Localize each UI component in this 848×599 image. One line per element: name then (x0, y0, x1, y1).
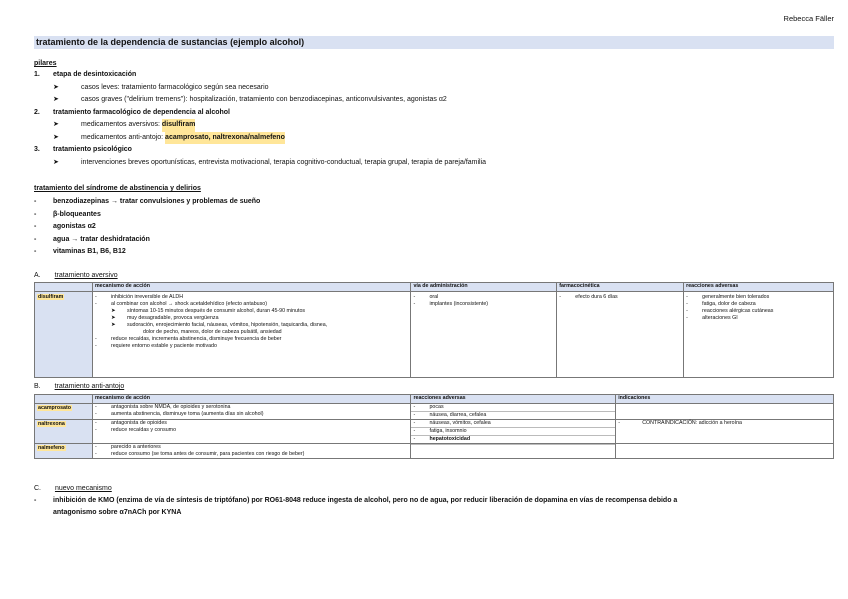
section-c-text-1: inhibición de KMO (enzima de vía de síntesis de triptófano) por RO61-8048 reduce ingesta de alcohol, pero no de agua, por reducir liberación de dopamina en vías de recompensa debido a (53, 497, 678, 504)
pilar-sub-item (34, 157, 486, 170)
adverse-line (686, 301, 831, 308)
mechanism-cell (92, 292, 411, 378)
pilar-sub-text: casos graves ("delirium tremens"): hospitalización, tratamiento con benzodiacepinas, anticonvulsivantes, agonistas α2 (81, 96, 447, 103)
mechanism-line (95, 420, 409, 427)
bullet: - (559, 294, 562, 300)
via-line-text: oral (429, 294, 439, 300)
header-indications: indicaciones (616, 395, 834, 404)
bullet: ➤ (110, 322, 116, 328)
pilar-label: etapa de desintoxicación (53, 71, 137, 78)
mechanism-line (95, 315, 409, 322)
bullet: - (94, 444, 97, 450)
bullet: - (94, 343, 97, 349)
mechanism-line-text: al combinar con alcohol → shock acetaldehídico (efecto antabuso) (110, 301, 267, 307)
mechanism-cell (92, 444, 411, 459)
pilar-item (34, 69, 486, 82)
indication-text: CONTRAINDICACIÓN: adicción a heroína (642, 420, 742, 426)
mechanism-line (95, 322, 409, 329)
bullet: - (94, 427, 97, 433)
mechanism-line (95, 411, 409, 418)
drug-cell (35, 420, 93, 444)
pilar-item (34, 107, 486, 120)
section-c-text-2: antagonismo sobre α7nACh por KYNA (53, 509, 182, 516)
adverse-cell (411, 444, 616, 459)
section-b-heading (34, 381, 124, 394)
arrow-icon: ➤ (53, 83, 59, 91)
bullet: - (94, 411, 97, 417)
section-c-line-1: - inhibición de KMO (enzima de vía de síntesis de triptófano) por RO61-8048 reduce ingesta de alcohol, pero no de agua, por reducir liberación de dopamina en vías de recompensa debido a (34, 497, 678, 504)
bullet: - (94, 294, 97, 300)
adverse-line-text: fatiga, dolor de cabeza (702, 301, 756, 307)
pilar-sub-text: medicamentos anti-antojo: (81, 133, 166, 141)
pilar-sub-item (34, 82, 486, 95)
bullet: - (413, 412, 416, 418)
mechanism-line (95, 427, 409, 434)
mechanism-line (95, 301, 409, 308)
abstinencia-item (34, 209, 260, 222)
mechanism-line (95, 336, 409, 343)
bullet: - (94, 420, 97, 426)
adverse-text: hepatotoxicidad (429, 436, 471, 442)
aversive-table-header (35, 283, 834, 292)
table-row (35, 444, 834, 459)
header-adverse: reacciones adversas (684, 283, 834, 292)
drug-cell (35, 444, 93, 459)
pilar-number: 3. (34, 146, 40, 153)
pilar-number: 2. (34, 108, 40, 116)
adverse-line (686, 308, 831, 315)
bullet: - (413, 436, 416, 442)
pilar-label: tratamiento psicológico (53, 146, 132, 153)
header-mechanism: mecanismo de acción (92, 395, 411, 404)
adverse-line-text: reacciones alérgicas cutáneas (702, 308, 774, 314)
bullet: - (94, 336, 97, 342)
via-cell (411, 292, 557, 378)
bullet: - (686, 315, 688, 321)
mechanism-line-text: reduce recaídas, incrementa abstinencia, disminuye frecuencia de beber (110, 336, 282, 342)
pk-line (559, 294, 681, 301)
header-mechanism: mecanismo de acción (92, 283, 411, 292)
pilar-sub-item (34, 132, 486, 145)
bullet: - (413, 294, 416, 300)
section-c-letter: C. (34, 485, 41, 492)
drug-label: nalmefeno (38, 445, 65, 451)
mechanism-line (95, 329, 409, 336)
abstinencia-list (34, 196, 260, 259)
indication-line (618, 420, 831, 427)
header-blank (35, 283, 93, 292)
adverse-text: fatiga, insomnio (429, 428, 467, 434)
pk-line-text: efecto dura 6 días (575, 294, 618, 300)
abstinencia-item (34, 221, 260, 234)
adverse-line (411, 420, 615, 427)
adverse-text: pocas (429, 404, 444, 410)
pilar-item (34, 144, 486, 157)
pilar-sub-item (34, 94, 486, 107)
bullet: - (34, 223, 37, 230)
adverse-text: náusea, diarrea, cefalea (429, 412, 487, 418)
bullet: - (94, 451, 97, 457)
adverse-cell (684, 292, 834, 378)
bullet (127, 329, 143, 336)
bullet: - (686, 308, 688, 314)
section-b-letter: B. (34, 383, 41, 390)
bullet: - (413, 420, 416, 426)
bullet: - (34, 210, 37, 218)
pk-cell (557, 292, 684, 378)
via-line (413, 294, 554, 301)
aversive-table (34, 282, 834, 378)
section-a-letter: A. (34, 272, 41, 279)
adverse-line (686, 294, 831, 301)
adverse-line-text: alteraciones GI (702, 315, 738, 321)
via-line-text: implantes (inconsistente) (429, 301, 489, 307)
indications-cell (616, 420, 834, 444)
table-row (35, 404, 834, 420)
mechanism-cell (92, 404, 411, 420)
adverse-cell (411, 420, 616, 444)
abstinencia-item (34, 196, 260, 209)
arrow-icon: ➤ (53, 133, 59, 141)
mechanism-line-text: requiere entorno estable y paciente motivado (110, 343, 217, 349)
adverse-line (411, 404, 615, 411)
header-via: vía de administración (411, 283, 557, 292)
mechanism-text: antagonista sobre NMDA, de opioides y serotonina (110, 404, 231, 410)
mechanism-line (95, 444, 409, 451)
mechanism-line-text: dolor de pecho, mareos, dolor de cabeza pulsátil, ansiedad (142, 329, 282, 335)
mechanism-text: reduce recaídas y consumo (110, 427, 177, 433)
adverse-text: náuseas, vómitos, cefalea (429, 420, 491, 426)
mechanism-line (95, 308, 409, 315)
bullet: - (94, 404, 97, 410)
section-b-title: tratamiento anti-antojo (54, 383, 125, 390)
bullet: - (686, 301, 688, 307)
bullet: - (34, 235, 37, 243)
header-blank (35, 395, 93, 404)
mechanism-text: parecido a anteriores (110, 444, 161, 450)
mechanism-line-text: muy desagradable, provoca vergüenza (126, 315, 219, 321)
pilar-sub-text: medicamentos aversivos: (81, 121, 162, 128)
mechanism-line (95, 404, 409, 411)
bullet: ➤ (110, 315, 116, 321)
via-line (413, 301, 554, 308)
drug-cell (35, 292, 93, 378)
bullet: - (686, 294, 688, 300)
mechanism-cell (92, 420, 411, 444)
abstinencia-text: β-bloqueantes (53, 210, 101, 218)
adverse-cell (411, 404, 616, 420)
page-title: tratamiento de la dependencia de sustancias (ejemplo alcohol) (34, 36, 834, 49)
highlight: disulfiram (162, 119, 195, 132)
bullet: - (34, 198, 37, 205)
table-row (35, 292, 834, 378)
bullet: ➤ (110, 308, 116, 314)
pilar-sub-text: casos leves: tratamiento farmacológico según sea necesario (81, 83, 269, 91)
bullet: - (413, 428, 416, 434)
header-adverse: reacciones adversas (411, 395, 616, 404)
adverse-line (411, 444, 615, 445)
author-name: Rebecca Fäller (783, 14, 834, 23)
adverse-line-text: generalmente bien tolerados (702, 294, 770, 300)
pilar-sub-text: intervenciones breves oportunísticas, entrevista motivacional, terapia cognitivo-conductual, terapia grupal, terapia de pareja/familia (81, 158, 487, 166)
mechanism-text: aumenta abstinencia, disminuye toma (aumenta días sin alcohol) (110, 411, 264, 417)
adverse-line (686, 315, 831, 322)
bullet: - (618, 420, 620, 426)
bullet: - (94, 301, 97, 307)
abstinencia-text: benzodiazepinas → tratar convulsiones y problemas de sueño (53, 198, 261, 205)
indications-cell (616, 444, 834, 459)
abstinencia-text: agonistas α2 (53, 223, 96, 230)
pilar-number: 1. (34, 71, 40, 78)
pilares-list (34, 69, 486, 169)
drug-label: disulfiram (38, 294, 64, 300)
section-c-heading (34, 483, 112, 496)
adverse-line (411, 427, 615, 435)
header-pk: farmacocinética (557, 283, 684, 292)
section-c-title: nuevo mecanismo (54, 485, 112, 492)
drug-label: acamprosato (38, 405, 71, 411)
bullet: - (34, 248, 37, 255)
mechanism-line-text: sudoración, enrojecimiento facial, náuseas, vómitos, hipotensión, taquicardia, disnea, (126, 322, 328, 328)
abstinencia-text: vitaminas B1, B6, B12 (53, 248, 126, 255)
mechanism-line-text: síntomas 10-15 minutos después de consumir alcohol, duran 45-90 minutos (126, 308, 306, 314)
arrow-icon: ➤ (53, 96, 59, 103)
adverse-line (411, 435, 615, 443)
pilares-heading: pilares (34, 60, 57, 67)
mechanism-line-text: inhibición irreversible de ALDH (110, 294, 184, 300)
mechanism-text: antagonista de opioides (110, 420, 167, 426)
arrow-icon: ➤ (53, 121, 59, 128)
mechanism-line (95, 294, 409, 301)
abstinencia-heading: tratamiento del síndrome de abstinencia y delirios (34, 185, 201, 192)
indications-cell (616, 404, 834, 420)
section-a-title: tratamiento aversivo (54, 272, 118, 279)
bullet: - (413, 301, 416, 307)
abstinencia-text: agua → tratar deshidratación (53, 235, 150, 243)
pilar-label: tratamiento farmacológico de dependencia al alcohol (53, 108, 230, 116)
mechanism-text: reduce consumo (se toma antes de consumir, para pacientes con riesgo de beber) (110, 451, 305, 457)
table-row (35, 420, 834, 444)
anti-craving-table-header (35, 395, 834, 404)
drug-label: naltrexona (38, 421, 65, 427)
mechanism-line (95, 343, 409, 350)
drug-cell (35, 404, 93, 420)
abstinencia-item (34, 234, 260, 247)
pilar-sub-item (34, 119, 486, 132)
anti-craving-table (34, 394, 834, 459)
section-a-heading (34, 270, 118, 283)
adverse-line (411, 411, 615, 419)
mechanism-line (95, 451, 409, 458)
bullet: - (413, 404, 416, 410)
arrow-icon: ➤ (53, 158, 59, 166)
highlight: acamprosato, naltrexona/nalmefeno (165, 132, 285, 145)
abstinencia-item (34, 246, 260, 259)
